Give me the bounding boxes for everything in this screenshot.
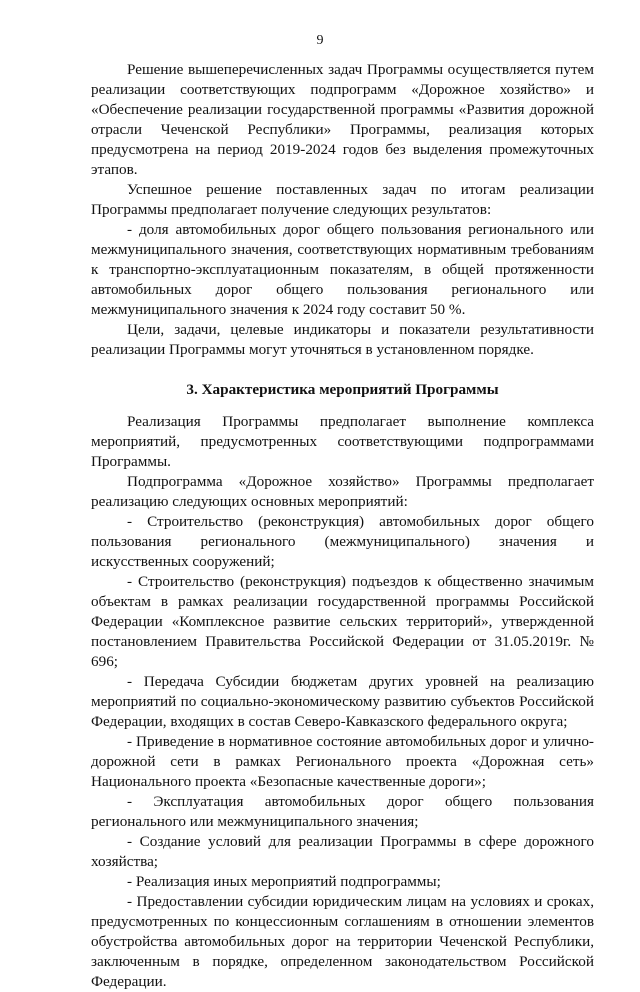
section-paragraph-implementation: Реализация Программы предполагает выполнение комплекса мероприятий, предусмотренных соответствующими подпрограммами Программы. — [91, 413, 594, 470]
document-body — [91, 60, 594, 992]
section-heading: 3. Характеристика мероприятий Программы — [186, 381, 499, 398]
page-number: 9 — [316, 33, 324, 48]
intro-paragraph-refinement: Цели, задачи, целевые индикаторы и показатели результативности реализации Программы могут уточняться в установленном порядке. — [91, 321, 594, 358]
section-paragraph-subprogram: Подпрограмма «Дорожное хозяйство» Программы предполагает реализацию следующих основных мероприятий: — [91, 473, 594, 510]
measure-item: - Приведение в нормативное состояние автомобильных дорог и улично-дорожной сети в рамках Регионального проекта «Дорожная сеть» Национального проекта «Безопасные качественные дороги»; — [91, 733, 594, 790]
intro-paragraph-share-indicator: - доля автомобильных дорог общего пользования регионального или межмуниципального значения, соответствующих нормативным требованиям к транспортно-эксплуатационным показателям, в общей протяженности автомобильных дорог общего пользования регионального или межмуниципального значения к 2024 году составит 50 %. — [91, 221, 594, 318]
intro-paragraph-results: Успешное решение поставленных задач по итогам реализации Программы предполагает получение следующих результатов: — [91, 181, 594, 218]
measure-item: - Реализация иных мероприятий подпрограммы; — [127, 873, 441, 890]
measure-item: - Создание условий для реализации Программы в сфере дорожного хозяйства; — [91, 833, 594, 870]
measure-item: - Передача Субсидии бюджетам других уровней на реализацию мероприятий по социально-экономическому развитию субъектов Российской Федерации, входящих в состав Северо-Кавказского федерального округа; — [91, 673, 594, 730]
measure-item: - Эксплуатация автомобильных дорог общего пользования регионального или межмуниципального значения; — [91, 793, 594, 830]
intro-paragraph-tasks: Решение вышеперечисленных задач Программы осуществляется путем реализации соответствующих подпрограмм «Дорожное хозяйство» и «Обеспечение реализации государственной программы «Развития дорожной отрасли Чеченской Республики» Программы, реализация которых предусмотрена на период 2019-2024 годов без выделения промежуточных этапов. — [91, 61, 594, 178]
measure-item: - Предоставлении субсидии юридическим лицам на условиях и сроках, предусмотренных по концессионным соглашениям в отношении элементов обустройства автомобильных дорог на территории Чеченской Республики, заключенным в порядке, определенном законодательством Российской Федерации. — [91, 893, 594, 990]
measure-item: - Строительство (реконструкция) подъездов к общественно значимым объектам в рамках реализации государственной программы Российской Федерации «Комплексное развитие сельских территорий», утвержденной постановлением Правительства Российской Федерации от 31.05.2019г. № 696; — [91, 573, 594, 670]
measure-item: - Строительство (реконструкция) автомобильных дорог общего пользования регионального (межмуниципального) значения и искусственных сооружений; — [91, 513, 594, 570]
